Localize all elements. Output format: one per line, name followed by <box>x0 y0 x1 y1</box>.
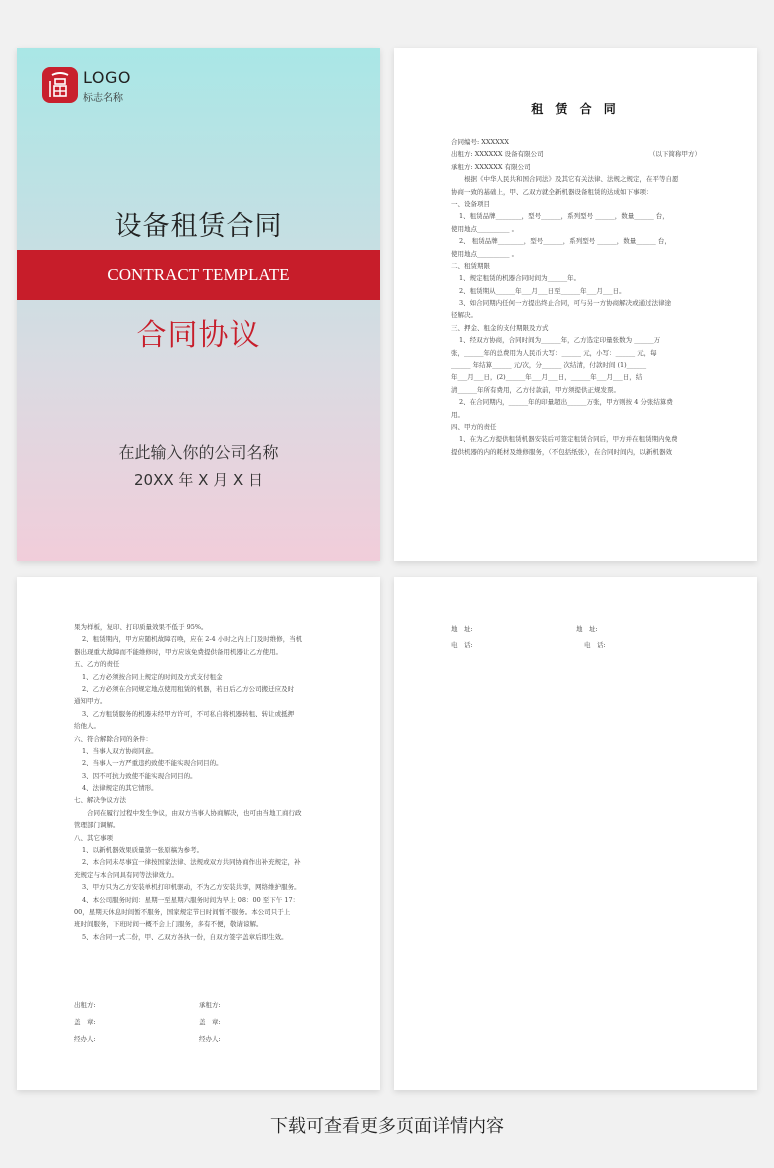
section-heading: 二、租赁期限 <box>451 261 490 270</box>
section-heading: 四、甲方的责任 <box>451 422 497 431</box>
sign-label: 承租方: <box>199 1001 221 1009</box>
contract-line: 管理部门调解。 <box>74 821 120 830</box>
cover-subtitle: 合同协议 <box>136 318 261 353</box>
contract-line: 合同编号: XXXXXX <box>451 138 510 146</box>
contract-line: 3、乙方租赁服务的机器未经甲方许可，不可私自将机器转租、转让或抵押 <box>82 709 295 718</box>
section-heading: 三、押金、租金的支付期限及方式 <box>451 323 549 332</box>
contract-line: 4、本公司服务时间：星期一至星期六服务时间为早上 08：00 至下午 17： <box>82 895 300 904</box>
sign-label: 经办人: <box>199 1035 221 1043</box>
contract-line: 充规定与本合同具有同等法律效力。 <box>74 870 178 879</box>
contract-line: 4、法律规定的其它情形。 <box>82 784 158 793</box>
cover-date: 20XX 年 X 月 X 日 <box>133 471 264 489</box>
contract-line <box>451 148 701 160</box>
contract-body-1 <box>451 136 701 458</box>
contract-line: 2、乙方必须在合同规定地点使用租赁的机器，若日后乙方公司搬迁应及时 <box>82 684 295 693</box>
contract-body-2 <box>74 621 324 943</box>
section-heading: 五、乙方的责任 <box>74 660 120 669</box>
contract-line: 1、在为乙方提供租赁机器安装后可签定租赁合同后，甲方并在租赁期内免费 <box>459 435 678 444</box>
signature-lessee <box>199 997 221 1048</box>
contract-page-3 <box>394 577 757 1090</box>
signature-lessor <box>74 997 96 1048</box>
contract-line: 合同在履行过程中发生争议，由双方当事人协商解决，也可由当地工商行政 <box>87 808 302 817</box>
contract-line: 班时间服务，下班时间一概不会上门服务，多有不便，敬请谅解。 <box>74 920 263 929</box>
contract-line: 果为样板，复印、打印质量效果不低于 95%。 <box>74 623 208 631</box>
contract-title: 租 赁 合 同 <box>531 102 620 116</box>
sign-label: 经办人: <box>74 1035 96 1043</box>
lessor-line: 出租方: XXXXXX 设备有限公司 <box>451 150 544 159</box>
contract-line: 2、当事人一方严重违约致使不能实现合同目的。 <box>82 759 223 768</box>
contract-page-1 <box>394 48 757 561</box>
contract-line: 3、因不可抗力致使不能实现合同目的。 <box>82 771 197 780</box>
contract-line: 张，______年的总费用为人民币大写：______ 元，小写：______ 元，每 <box>451 348 657 357</box>
contract-page-2 <box>17 577 380 1090</box>
sign-label: 盖 章: <box>199 1018 221 1026</box>
contract-line: 1、经双方协商，合同时间为______年，乙方选定印量张数为 ______万 <box>459 336 661 345</box>
section-heading: 八、其它事项 <box>74 833 113 842</box>
sign-label: 出租方: <box>74 1001 96 1009</box>
contract-line: 1、租赁品牌________，型号______，系列型号 ______，数量______ 台， <box>459 212 669 221</box>
contract-line: 年___月___日，(2)______年___月___日，______年___月___日，结 <box>451 373 643 382</box>
contact-right <box>576 621 606 653</box>
phone-label: 电 话: <box>451 641 473 649</box>
section-heading: 一、设备项目 <box>451 199 490 208</box>
contract-line: 2、租赁期从______年___月___日至______年___月___日。 <box>459 286 626 295</box>
company-name: 在此输入你的公司名称 <box>118 443 279 462</box>
address-label: 地 址: <box>451 625 473 633</box>
download-hint: 下载可查看更多页面详情内容 <box>270 1116 504 1137</box>
contract-line: 协商一致的基础上，甲、乙双方就全新机器设备租赁的达成如下事项： <box>451 187 653 196</box>
contract-line: 00，星期天休息时间暂不服务，国家规定节日时间暂不服务。本公司只于上 <box>74 907 291 916</box>
contract-line: 2、租赁期内，甲方应随机故障召唤，应在 2-4 小时之内上门及时维修，当机 <box>82 635 303 644</box>
contract-line: 2、本合同未尽事宜一律按国家法律、法规或双方共同协商作出补充规定，补 <box>82 858 301 867</box>
contract-line: 1、以新机器效果质量第一张原稿为参考。 <box>82 846 204 855</box>
section-heading: 六、符合解除合同的条件： <box>74 734 152 743</box>
contract-line: 使用地点__________ 。 <box>451 224 519 233</box>
phone-label: 电 话: <box>584 641 606 649</box>
contract-line: 径解决。 <box>451 311 477 320</box>
contract-line: 通知甲方。 <box>74 697 107 706</box>
contract-line: 清______年所有费用，乙方付款前，甲方须提供正规发票。 <box>451 385 620 394</box>
side-note: （以下简称甲方） <box>649 150 701 159</box>
cover-page <box>17 48 380 561</box>
contract-line: 2、在合同期内，______年的印量超出______万张，甲方则按 4 分张结算费 <box>459 398 673 407</box>
contract-line: 5、本合同一式二份，甲、乙双方各执一份，自双方签字盖章后即生效。 <box>82 932 288 941</box>
banner-text: CONTRACT TEMPLATE <box>107 265 290 284</box>
contract-line: 3、甲方只为乙方安装单机打印机驱动，不为乙方安装共享，网络维护服务。 <box>82 883 301 892</box>
contract-line: 器出现重大故障而不能维修时，甲方应该免费提供备用机器让乙方使用。 <box>74 647 282 656</box>
contract-line: 1、规定租赁的机器合同时间为______年。 <box>459 274 581 283</box>
contact-left <box>451 621 473 653</box>
logo-subtitle: 标志名称 <box>83 93 123 104</box>
fu-logo-icon <box>42 67 78 103</box>
contract-line: ______ 年结算______ 元/次，分______ 次结清，付款时间 (1)______ <box>451 361 647 370</box>
contract-line: 3、如合同期内任何一方提出终止合同，可与另一方协商解决或通过法律途 <box>459 299 672 308</box>
contract-line: 提供机器的内的耗材及维修服务，（不包括纸张），在合同时间内，以新机器效 <box>451 447 672 456</box>
sign-label: 盖 章: <box>74 1018 96 1026</box>
section-heading: 七、解决争议方法 <box>74 796 126 805</box>
cover-title: 设备租赁合同 <box>114 211 283 242</box>
contract-line: 1、当事人双方协商同意。 <box>82 746 158 755</box>
contract-line: 使用地点__________ 。 <box>451 249 519 258</box>
contract-line: 根据《中华人民共和国合同法》及其它有关法律、法规之规定，在平等自愿 <box>464 175 679 184</box>
contract-line: 1、乙方必须按合同上规定的时间及方式支付租金 <box>82 672 223 681</box>
contract-line: 承租方: XXXXXX 有限公司 <box>451 162 531 171</box>
contract-line: 2、 租赁品牌________，型号______，系列型号 ______，数量______ 台， <box>459 237 671 246</box>
contract-line: 给他人。 <box>74 722 100 731</box>
logo-text: LOGO <box>83 68 131 87</box>
contract-line: 用。 <box>451 410 464 419</box>
address-label: 地 址: <box>576 625 598 633</box>
cover-banner <box>17 250 380 300</box>
